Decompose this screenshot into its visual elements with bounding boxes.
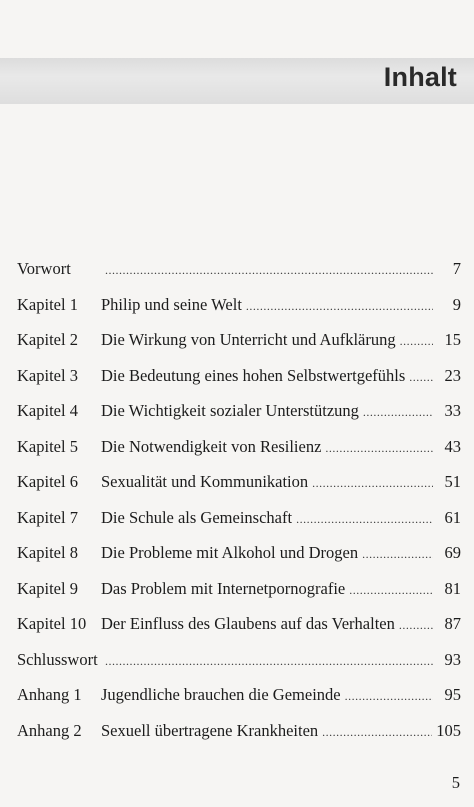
page-number: 5 <box>451 773 460 792</box>
toc-entry-anhang-2 <box>17 720 461 756</box>
toc-leader-dots <box>345 685 433 707</box>
toc-entry-page: 43 <box>444 436 461 456</box>
toc-leader-dots <box>312 472 433 494</box>
toc-entry-label: Kapitel 1 <box>17 294 78 314</box>
toc-entry-page: 69 <box>444 543 461 562</box>
toc-entry-page: 105 <box>436 720 461 740</box>
toc-entry-kapitel-8 <box>17 542 461 578</box>
toc-entry-title: Der Einfluss des Glaubens auf das Verhalten <box>101 614 395 633</box>
toc-entry-title: Die Probleme mit Alkohol und Drogen <box>101 543 359 562</box>
toc-leader-dots <box>105 650 433 672</box>
toc-entry-label: Kapitel 6 <box>17 472 78 491</box>
toc-entry-kapitel-1 <box>17 294 461 330</box>
toc-entry-anhang-1 <box>17 684 461 720</box>
toc-entry-label: Kapitel 8 <box>17 543 78 562</box>
toc-entry-page: 33 <box>444 401 461 420</box>
toc-entry-title: Die Wirkung von Unterricht und Aufklärung <box>101 330 396 349</box>
toc-entry-kapitel-9 <box>17 578 461 614</box>
toc-entry-page: 51 <box>444 472 461 491</box>
toc-entry-label: Kapitel 3 <box>17 365 78 385</box>
toc-leader-dots <box>362 543 433 565</box>
toc-entry-label: Vorwort <box>17 259 71 278</box>
toc-entry-label: Schlusswort <box>17 649 98 669</box>
toc-leader-dots <box>409 366 433 388</box>
toc-entry-kapitel-7 <box>17 507 461 543</box>
toc-leader-dots <box>246 295 433 317</box>
toc-leader-dots <box>296 508 433 530</box>
toc-leader-dots <box>325 437 433 459</box>
toc-entry-title: Jugendliche brauchen die Gemeinde <box>101 685 341 704</box>
toc-entry-label: Anhang 1 <box>17 685 82 704</box>
toc-entry-kapitel-10 <box>17 613 461 649</box>
toc-entry-page: 7 <box>452 259 461 278</box>
toc-entry-title: Die Schule als Gemeinschaft <box>101 507 293 527</box>
toc-entry-kapitel-5 <box>17 436 461 472</box>
toc-entry-label: Anhang 2 <box>17 720 82 740</box>
toc-entry-page: 95 <box>444 685 461 704</box>
toc-entry-page: 15 <box>444 330 461 349</box>
toc-entry-label: Kapitel 4 <box>17 401 78 420</box>
toc-leader-dots <box>363 401 433 423</box>
toc-entry-schlusswort <box>17 649 461 685</box>
toc-entry-vorwort <box>17 258 461 294</box>
toc-entry-title: Das Problem mit Internetpornografie <box>101 578 346 598</box>
toc-entry-label: Kapitel 9 <box>17 578 78 598</box>
table-of-contents <box>17 258 461 755</box>
toc-entry-page: 9 <box>452 294 461 314</box>
toc-entry-page: 81 <box>444 578 461 598</box>
toc-entry-title: Die Wichtigkeit sozialer Unterstützung <box>101 401 359 420</box>
toc-entry-label: Kapitel 5 <box>17 436 78 456</box>
toc-entry-title: Die Notwendigkeit von Resilienz <box>101 436 322 456</box>
toc-entry-title: Philip und seine Welt <box>101 294 242 314</box>
toc-entry-label: Kapitel 10 <box>17 614 87 633</box>
toc-leader-dots <box>349 579 433 601</box>
toc-entry-label: Kapitel 2 <box>17 330 78 349</box>
toc-entry-label: Kapitel 7 <box>17 507 78 527</box>
toc-entry-title: Sexuell übertragene Krankheiten <box>101 720 319 740</box>
toc-entry-title: Die Bedeutung eines hohen Selbstwertgefühls <box>101 365 406 385</box>
toc-leader-dots <box>105 259 433 281</box>
toc-entry-kapitel-4 <box>17 400 461 436</box>
toc-entry-kapitel-6 <box>17 471 461 507</box>
toc-entry-title: Sexualität und Kommunikation <box>101 472 309 491</box>
toc-entry-kapitel-2 <box>17 329 461 365</box>
toc-leader-dots <box>399 614 433 636</box>
toc-entry-page: 93 <box>444 649 461 669</box>
toc-leader-dots <box>400 330 433 352</box>
toc-entry-page: 87 <box>444 614 461 633</box>
page-title: Inhalt <box>383 62 457 92</box>
toc-entry-kapitel-3 <box>17 365 461 401</box>
toc-leader-dots <box>322 721 432 743</box>
toc-entry-page: 61 <box>444 507 461 527</box>
toc-entry-page: 23 <box>444 365 461 385</box>
